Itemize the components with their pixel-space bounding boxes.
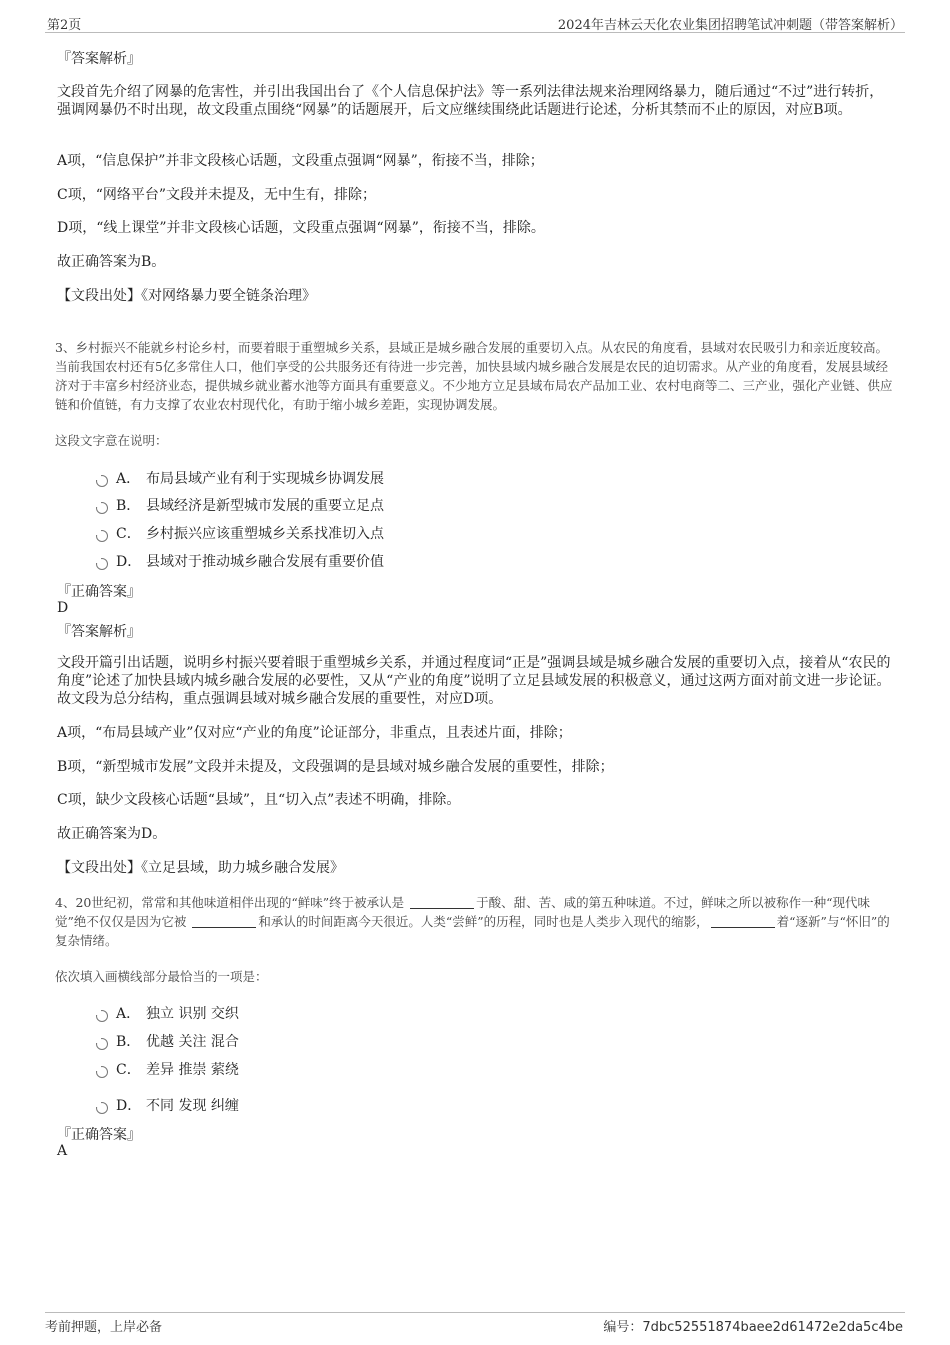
radio-icon[interactable] — [96, 1010, 108, 1022]
q3-analysis-option-c: C项，缺少文段核心话题“县域”，且“切入点”表述不明确，排除。 — [57, 792, 461, 808]
q3-option-c[interactable]: C． 乡村振兴应该重塑城乡关系找准切入点 — [96, 523, 384, 543]
q3-analysis-paragraph: 文段开篇引出话题，说明乡村振兴要着眼于重塑城乡关系，并通过程度词“正是”强调县域是城乡融合发展的重要切入点，接着从“农民的角度”论述了加快县域内城乡融合发展的必要性，又从“产业的角度”说明了立足县域发展的积极意义，通过这两方面对前文进一步论证。故文段为总分结构，重点强调县域对城乡融合发展的重要性，对应D项。 — [57, 655, 891, 707]
q4-answer: A — [57, 1143, 68, 1159]
radio-icon[interactable] — [96, 1066, 108, 1078]
document-code: 编号：7dbc52551874baee2d61472e2da5c4be — [603, 1320, 903, 1335]
q2-analysis-option-d: D项，“线上课堂”并非文段核心话题，文段重点强调“网暴”，衔接不当，排除。 — [57, 220, 545, 236]
q4-option-b[interactable]: B． 优越 关注 混合 — [96, 1031, 239, 1051]
q3-analysis-option-a: A项，“布局县域产业”仅对应“产业的角度”论证部分，非重点，且表述片面，排除； — [57, 725, 572, 741]
q2-analysis-option-a: A项，“信息保护”并非文段核心话题，文段重点强调“网暴”，衔接不当，排除； — [57, 153, 544, 169]
radio-icon[interactable] — [96, 475, 108, 487]
q2-analysis-option-c: C项，“网络平台”文段并未提及，无中生有，排除； — [57, 187, 377, 203]
radio-icon[interactable] — [96, 558, 108, 570]
q4-option-c[interactable]: C． 差异 推崇 萦绕 — [96, 1059, 239, 1079]
q4-option-a[interactable]: A． 独立 识别 交织 — [96, 1003, 239, 1023]
radio-icon[interactable] — [96, 530, 108, 542]
blank-line-2 — [192, 915, 256, 928]
radio-icon[interactable] — [96, 1102, 108, 1114]
q3-prompt: 这段文字意在说明： — [55, 433, 168, 448]
q4-prompt: 依次填入画横线部分最恰当的一项是： — [55, 969, 268, 984]
q2-conclusion: 故正确答案为B。 — [57, 254, 166, 270]
q3-option-b[interactable]: B． 县域经济是新型城市发展的重要立足点 — [96, 495, 384, 515]
q3-stem: 3、乡村振兴不能就乡村论乡村，而要着眼于重塑城乡关系，县域正是城乡融合发展的重要切入点。从农民的角度看，县域对农民吸引力和亲近度较高。当前我国农村还有5亿多常住人口，他们享受的公共服务还有待进一步完善，加快县域内城乡融合发展是农民的迫切需求。从产业的角度看，发展县域经济对于丰富乡村经济业态，提供城乡就业蓄水池等方面具有重要意义。不少地方立足县域布局农产品加工业、农村电商等二、三产业，强化产业链、供应链和价值链，有力支撑了农业农村现代化，有助于缩小城乡差距，实现协调发展。 — [55, 340, 893, 412]
page-number: 第2页 — [47, 18, 82, 33]
q4-option-d[interactable]: D． 不同 发现 纠缠 — [96, 1095, 239, 1115]
q3-source: 【文段出处】《立足县域，助力城乡融合发展》 — [57, 860, 344, 876]
footer-slogan: 考前押题，上岸必备 — [45, 1320, 163, 1335]
document-title: 2024年吉林云天化农业集团招聘笔试冲刺题（带答案解析） — [557, 18, 903, 33]
radio-icon[interactable] — [96, 1038, 108, 1050]
q3-conclusion: 故正确答案为D。 — [57, 826, 167, 842]
radio-icon[interactable] — [96, 502, 108, 514]
q2-analysis-heading: 『答案解析』 — [57, 51, 141, 67]
q3-analysis-option-b: B项，“新型城市发展”文段并未提及，文段强调的是县域对城乡融合发展的重要性，排除； — [57, 759, 614, 775]
page-header — [45, 14, 905, 33]
q3-answer: D — [57, 600, 69, 616]
q4-stem: 4、20世纪初，常常和其他味道相伴出现的“鲜味”终于被承认是 于酸、甜、苦、咸的第五种味道。不过，鲜味之所以被称作一种“现代味觉”绝不仅仅是因为它被 和承认的时间距离今天很近。人类“尝鲜”的历程，同时也是人类步入现代的缩影， 着“逐新”与“怀旧”的复杂情绪。 — [55, 895, 890, 948]
blank-line-1 — [410, 896, 474, 909]
q4-answer-heading: 『正确答案』 — [57, 1127, 141, 1143]
q3-option-d[interactable]: D． 县域对于推动城乡融合发展有重要价值 — [96, 551, 384, 571]
q3-answer-heading: 『正确答案』 — [57, 584, 141, 600]
q2-source: 【文段出处】《对网络暴力要全链条治理》 — [57, 288, 316, 304]
q2-analysis-paragraph: 文段首先介绍了网暴的危害性，并引出我国出台了《个人信息保护法》等一系列法律法规来治理网络暴力，随后通过“不过”进行转折，强调网暴仍不时出现，故文段重点围绕“网暴”的话题展开，后文应继续围绕此话题进行论述，分析其禁而不止的原因，对应B项。 — [57, 84, 884, 118]
q3-option-a[interactable]: A． 布局县域产业有利于实现城乡协调发展 — [96, 468, 384, 488]
page-footer — [45, 1312, 905, 1335]
q3-analysis-heading: 『答案解析』 — [57, 624, 141, 640]
blank-line-3 — [711, 915, 775, 928]
